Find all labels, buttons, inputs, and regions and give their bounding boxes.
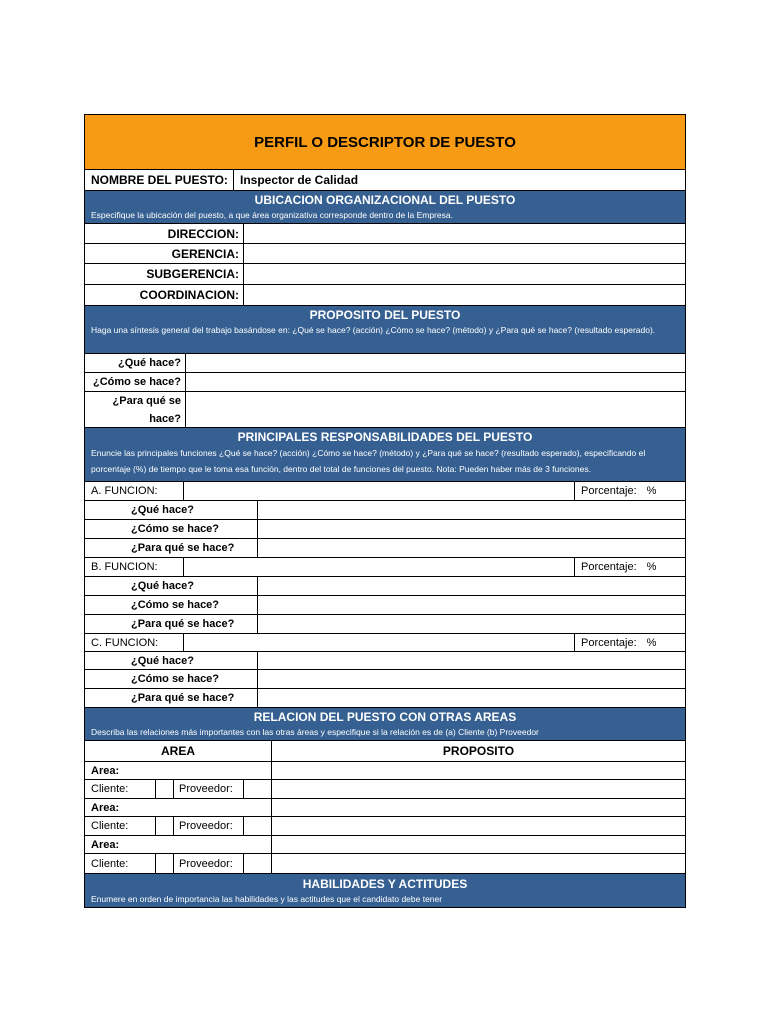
coordinacion-input[interactable] xyxy=(243,285,685,305)
function-a-para-label: ¿Para qué se hace? xyxy=(131,542,235,554)
function-c-que-label: ¿Qué hace? xyxy=(131,654,194,667)
relation-1-client-label: Cliente: xyxy=(91,783,129,795)
relation-3-client-checkbox[interactable] xyxy=(155,854,173,873)
relation-area-row xyxy=(85,798,685,816)
function-a-como-input[interactable] xyxy=(257,520,685,538)
function-question-row xyxy=(85,614,685,633)
relation-2-client-checkbox[interactable] xyxy=(155,817,173,835)
position-value[interactable]: Inspector de Calidad xyxy=(233,170,685,190)
relation-2-provider-checkbox[interactable] xyxy=(243,817,271,835)
skills-instruction: Enumere en orden de importancia las habilidades y las actitudes que el candidato debe tener xyxy=(91,894,443,904)
relation-2-purpose-input[interactable] xyxy=(271,799,685,816)
position-label: NOMBRE DEL PUESTO: xyxy=(91,173,228,187)
org-section-header xyxy=(85,190,685,223)
area-column-header: AREA xyxy=(160,744,195,758)
org-field-row xyxy=(85,284,685,305)
function-b-input[interactable] xyxy=(183,558,574,576)
purpose-question-row xyxy=(85,391,685,427)
function-c-como-label: ¿Cómo se hace? xyxy=(131,673,220,685)
function-row xyxy=(85,633,685,651)
relations-columns xyxy=(85,740,685,761)
purpose-para-label: ¿Para qué se hace? xyxy=(112,395,181,425)
function-a-label: A. FUNCION: xyxy=(91,485,158,497)
relation-1-area-label: Area: xyxy=(91,764,120,777)
function-c-percent[interactable] xyxy=(574,634,685,651)
percent-sign: % xyxy=(646,561,657,573)
function-question-row xyxy=(85,538,685,557)
relations-section-header xyxy=(85,707,685,740)
form-title: PERFIL O DESCRIPTOR DE PUESTO xyxy=(85,115,685,170)
relation-type-row xyxy=(85,816,685,835)
function-b-como-label: ¿Cómo se hace? xyxy=(131,599,220,611)
relation-1-provider-checkbox[interactable] xyxy=(243,780,271,798)
subgerencia-input[interactable] xyxy=(243,264,685,284)
relation-type-row xyxy=(85,779,685,798)
gerencia-input[interactable] xyxy=(243,244,685,263)
function-question-row xyxy=(85,500,685,519)
purpose-que-input[interactable] xyxy=(185,354,685,372)
org-field-row xyxy=(85,263,685,284)
org-field-row xyxy=(85,243,685,263)
percent-sign: % xyxy=(646,636,657,649)
purpose-como-input[interactable] xyxy=(185,373,685,391)
relation-1-purpose-input[interactable] xyxy=(271,762,685,779)
relation-2-area-label: Area: xyxy=(91,801,120,814)
responsibilities-heading: PRINCIPALES RESPONSABILIDADES DEL PUESTO xyxy=(237,430,533,444)
function-row xyxy=(85,481,685,500)
function-a-percent[interactable] xyxy=(574,482,685,500)
org-section-instruction: Especifique la ubicación del puesto, a que área organizativa corresponde dentro de la Empresa. xyxy=(91,210,453,220)
gerencia-label: GERENCIA: xyxy=(171,246,239,261)
responsibilities-section-header xyxy=(85,427,685,481)
function-b-para-input[interactable] xyxy=(257,615,685,633)
org-field-row xyxy=(85,223,685,243)
purpose-para-input[interactable] xyxy=(185,392,685,427)
relation-1-client-checkbox[interactable] xyxy=(155,780,173,798)
relation-type-row xyxy=(85,853,685,873)
function-question-row xyxy=(85,688,685,707)
function-row xyxy=(85,557,685,576)
coordinacion-label: COORDINACION: xyxy=(139,288,239,302)
percent-label: Porcentaje: xyxy=(581,636,637,649)
percent-sign: % xyxy=(646,485,657,497)
position-row xyxy=(85,169,685,190)
purpose-question-row xyxy=(85,372,685,391)
function-b-que-input[interactable] xyxy=(257,577,685,595)
purpose-como-label: ¿Cómo se hace? xyxy=(92,376,181,388)
function-question-row xyxy=(85,595,685,614)
function-a-que-label: ¿Qué hace? xyxy=(131,504,194,516)
direccion-label: DIRECCION: xyxy=(167,226,239,241)
purpose-que-label: ¿Qué hace? xyxy=(118,357,181,369)
relation-3-area-label: Area: xyxy=(91,838,120,851)
skills-heading: HABILIDADES Y ACTITUDES xyxy=(302,877,468,891)
relation-3-purpose-cont[interactable] xyxy=(271,854,685,873)
subgerencia-label: SUBGERENCIA: xyxy=(146,267,239,281)
function-a-input[interactable] xyxy=(183,482,574,500)
function-a-que-input[interactable] xyxy=(257,501,685,519)
function-c-para-label: ¿Para qué se hace? xyxy=(131,692,235,704)
responsibilities-instruction-1: Enuncie las principales funciones ¿Qué se hace? (acción) ¿Cómo se hace? (método) y ¿Para qué se hace? (resultado esperado), especificando el xyxy=(91,448,646,458)
relation-1-provider-label: Proveedor: xyxy=(173,780,243,798)
percent-label: Porcentaje: xyxy=(581,561,637,573)
relation-3-client-label: Cliente: xyxy=(91,857,129,870)
relation-2-client-label: Cliente: xyxy=(91,820,129,832)
function-c-que-input[interactable] xyxy=(257,652,685,669)
function-question-row xyxy=(85,669,685,688)
relation-3-purpose-input[interactable] xyxy=(271,836,685,853)
relation-2-purpose-cont[interactable] xyxy=(271,817,685,835)
function-question-row xyxy=(85,576,685,595)
function-c-como-input[interactable] xyxy=(257,670,685,688)
function-a-para-input[interactable] xyxy=(257,539,685,557)
relations-instruction: Describa las relaciones más importantes con las otras áreas y especifique si la relación es de (a) Cliente (b) Proveedor xyxy=(91,727,539,737)
function-b-label: B. FUNCION: xyxy=(91,561,158,573)
purpose-section-instruction: Haga una síntesis general del trabajo basándose en: ¿Qué se hace? (acción) ¿Cómo se hace? (método) y ¿Para qué se hace? (resultado esperado). xyxy=(91,325,656,335)
function-b-como-input[interactable] xyxy=(257,596,685,614)
percent-label: Porcentaje: xyxy=(581,485,637,497)
function-question-row xyxy=(85,519,685,538)
purpose-section-header xyxy=(85,305,685,353)
job-profile-form xyxy=(84,114,686,908)
relation-area-row xyxy=(85,835,685,853)
relation-3-provider-checkbox[interactable] xyxy=(243,854,271,873)
purpose-section-heading: PROPOSITO DEL PUESTO xyxy=(309,308,461,322)
relation-area-row xyxy=(85,761,685,779)
function-c-para-input[interactable] xyxy=(257,689,685,707)
function-b-percent[interactable] xyxy=(574,558,685,576)
relations-heading: RELACION DEL PUESTO CON OTRAS AREAS xyxy=(253,710,517,724)
purpose-column-header: PROPOSITO xyxy=(271,741,685,761)
org-section-heading: UBICACION ORGANIZACIONAL DEL PUESTO xyxy=(254,193,516,207)
relation-2-provider-label: Proveedor: xyxy=(173,817,243,835)
relation-3-provider-label: Proveedor: xyxy=(173,854,243,873)
function-c-input[interactable] xyxy=(183,634,574,651)
function-a-como-label: ¿Cómo se hace? xyxy=(131,523,220,535)
responsibilities-instruction-2: porcentaje (%) de tiempo que le toma esa función, dentro del total de funciones del puesto. Nota: Pueden haber más de 3 funciones. xyxy=(91,464,591,474)
function-b-para-label: ¿Para qué se hace? xyxy=(131,618,235,630)
function-c-label: C. FUNCION: xyxy=(91,636,159,649)
direccion-input[interactable] xyxy=(243,224,685,243)
function-b-que-label: ¿Qué hace? xyxy=(131,580,194,592)
relation-1-purpose-cont[interactable] xyxy=(271,780,685,798)
purpose-question-row xyxy=(85,353,685,372)
function-question-row xyxy=(85,651,685,669)
skills-section-header xyxy=(85,873,685,907)
